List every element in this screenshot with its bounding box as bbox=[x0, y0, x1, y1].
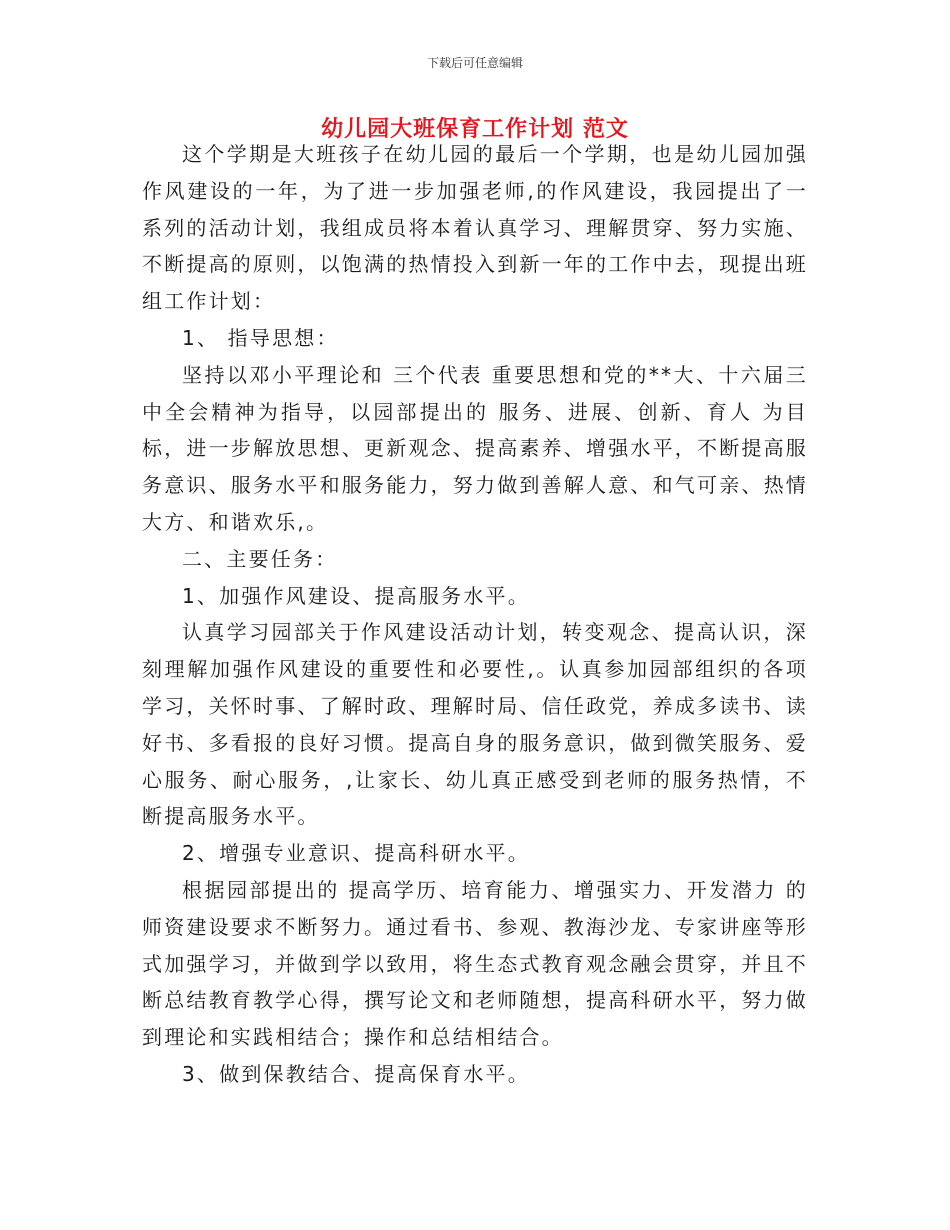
header-note: 下载后可任意编辑 bbox=[426, 56, 523, 70]
paragraph-task-2: 根据园部提出的 提高学历、培育能力、增强实力、开发潜力 的师资建设要求不断努力。通过看书、参观、教海沙龙、专家讲座等形式加强学习，并做到学以致用，将生态式教育观念融会贯穿，并且不断总结教育教学心得，撰写论文和老师随想，提高科研水平，努力做到理论和实践相结合；操作和总结相结合。 bbox=[142, 877, 808, 1050]
heading-main-tasks: 二、主要任务： bbox=[182, 546, 338, 571]
paragraph-intro: 这个学期是大班孩子在幼儿园的最后一个学期，也是幼儿园加强作风建设的一年，为了进一步加强老师,的作风建设，我园提出了一系列的活动计划，我组成员将本着认真学习、理解贯穿、努力实施、不断提高的原则，以饱满的热情投入到新一年的工作中去，现提出班组工作计划： bbox=[142, 142, 808, 314]
document-body bbox=[142, 136, 808, 1093]
document-title: 幼儿园大班保育工作计划 范文 bbox=[321, 117, 629, 142]
heading-guiding-thought: 1、 指导思想： bbox=[182, 325, 339, 350]
paragraph-task-1: 认真学习园部关于作风建设活动计划，转变观念、提高认识，深刻理解加强作风建设的重要性和必要性,。认真参加园部组织的各项学习，关怀时事、了解时政、理解时局、信任政党，养成多读书、读好书、多看报的良好习惯。提高自身的服务意识，做到微笑服务、爱心服务、耐心服务，,让家长、幼儿真正感受到老师的服务热情，不断提高服务水平。 bbox=[142, 620, 808, 829]
heading-task-3: 3、做到保教结合、提高保育水平。 bbox=[182, 1061, 530, 1086]
heading-task-1: 1、加强作风建设、提高服务水平。 bbox=[182, 583, 530, 608]
heading-task-2: 2、增强专业意识、提高科研水平。 bbox=[182, 841, 530, 866]
paragraph-guiding-thought: 坚持以邓小平理论和 三个代表 重要思想和党的**大、十六届三中全会精神为指导，以园部提出的 服务、进展、创新、育人 为目标，进一步解放思想、更新观念、提高素养、增强水平，不断提高服务意识、服务水平和服务能力，努力做到善解人意、和气可亲、热情大方、和谐欢乐,。 bbox=[142, 362, 808, 534]
